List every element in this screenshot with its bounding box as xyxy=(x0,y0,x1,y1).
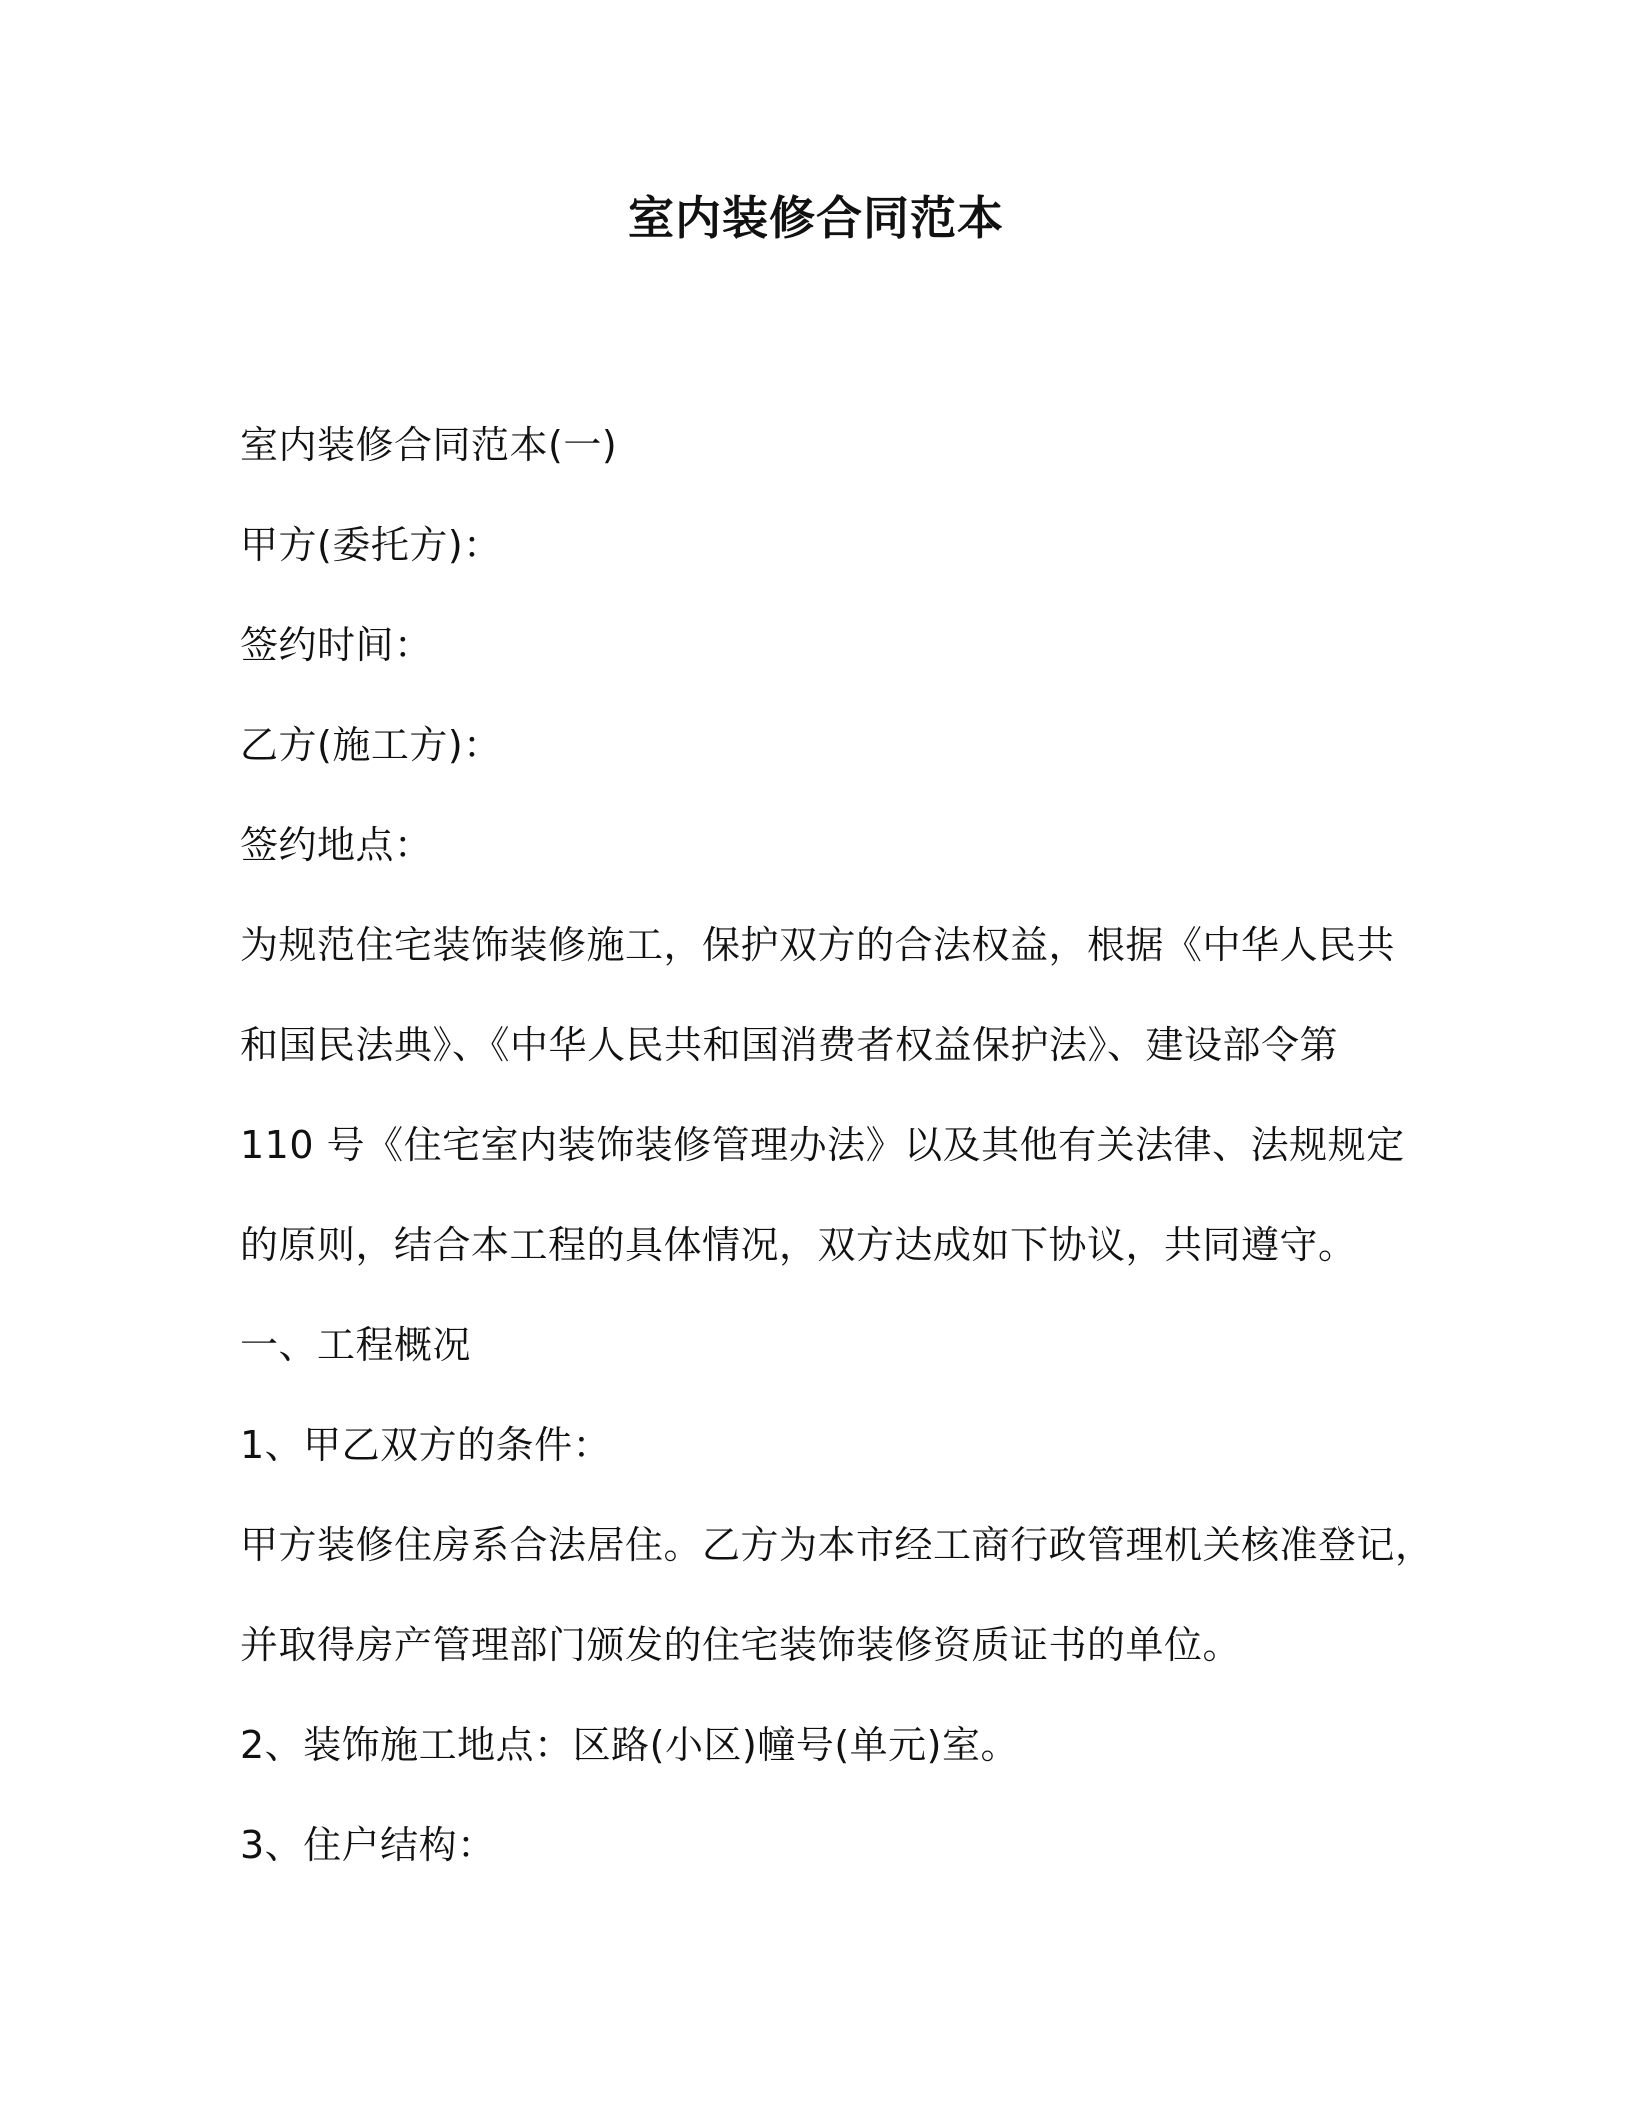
item-1-line-1: 甲方装修住房系合法居住。乙方为本市经工商行政管理机关核准登记， xyxy=(240,1523,1434,1567)
document-title: 室内装修合同范本 xyxy=(628,191,1004,245)
item-1-line-2: 并取得房产管理部门颁发的住宅装饰装修资质证书的单位。 xyxy=(240,1623,1242,1667)
contract-subtitle: 室内装修合同范本(一) xyxy=(240,423,618,467)
party-b-field: 乙方(施工方)： xyxy=(240,723,502,767)
preamble-line-3: 110 号《住宅室内装饰装修管理办法》以及其他有关法律、法规规定 xyxy=(240,1123,1405,1167)
item-2-location: 2、装饰施工地点：区路(小区)幢号(单元)室。 xyxy=(240,1723,1019,1767)
party-a-field: 甲方(委托方)： xyxy=(240,523,502,567)
item-3-structure: 3、住户结构： xyxy=(240,1823,496,1867)
item-1-heading: 1、甲乙双方的条件： xyxy=(240,1423,612,1467)
preamble-line-2: 和国民法典》、《中华人民共和国消费者权益保护法》、建设部令第 xyxy=(240,1023,1339,1067)
section-heading-project-overview: 一、工程概况 xyxy=(240,1323,472,1367)
signing-time-field: 签约时间： xyxy=(240,623,433,667)
signing-place-field: 签约地点： xyxy=(240,823,433,867)
preamble-line-1: 为规范住宅装饰装修施工，保护双方的合法权益，根据《中华人民共 xyxy=(240,923,1396,967)
preamble-line-4: 的原则，结合本工程的具体情况，双方达成如下协议，共同遵守。 xyxy=(240,1223,1357,1267)
